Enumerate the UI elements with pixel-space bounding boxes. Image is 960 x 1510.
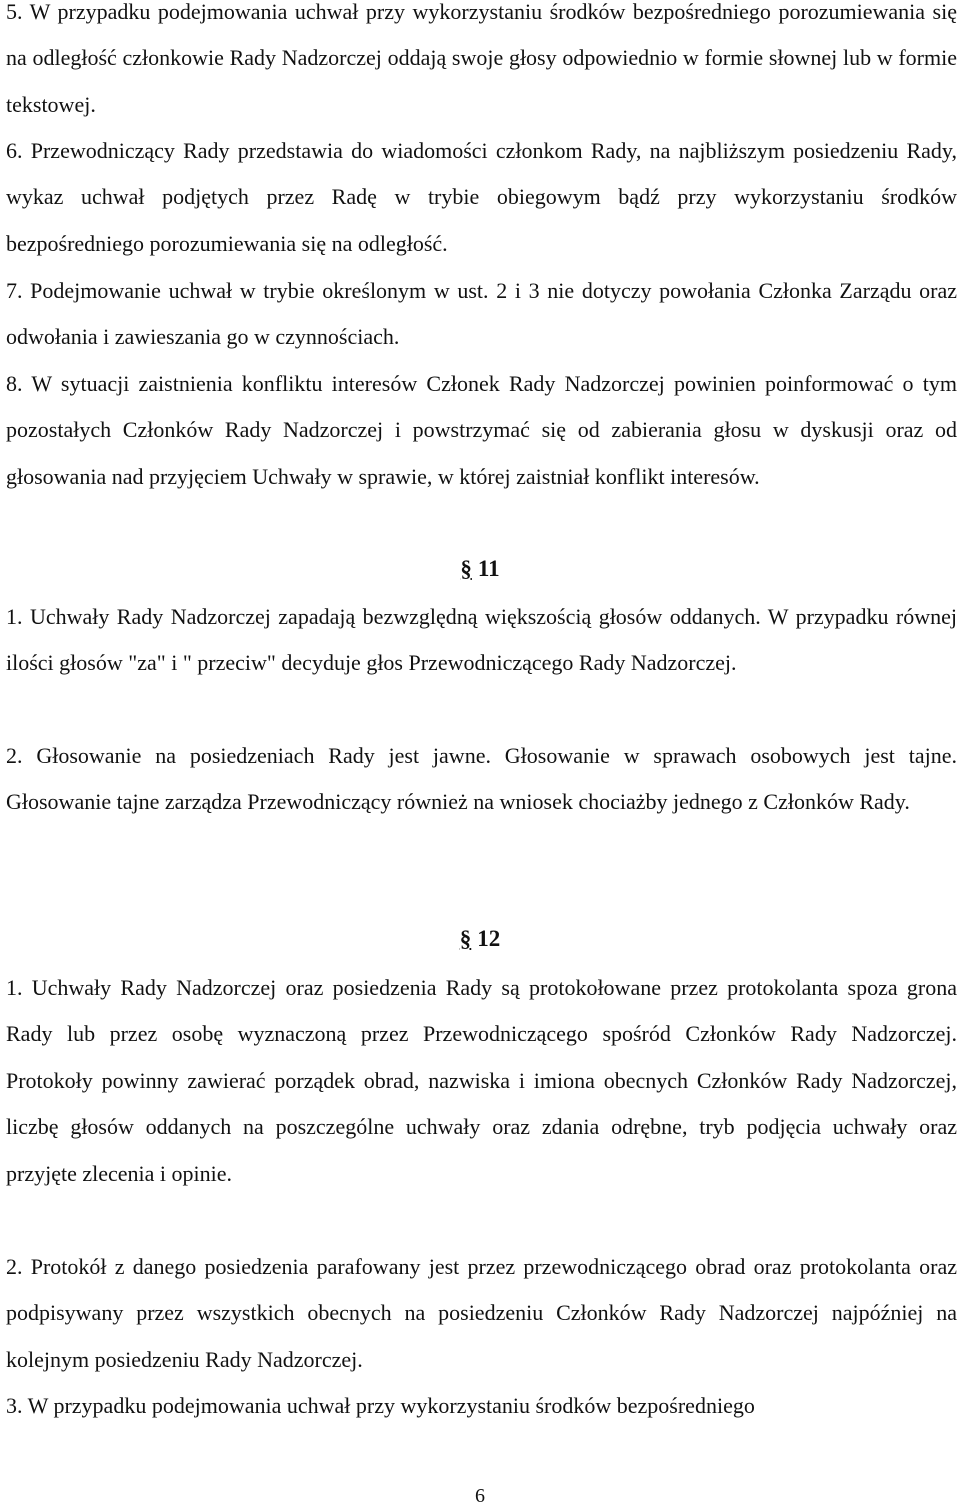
section-heading-12 [0, 926, 960, 952]
section-11-paragraph-1: 1. Uchwały Rady Nadzorczej zapadają bezwzględną większością głosów oddanych. W przypadku równej ilości głosów "za" i " przeciw" decyduje głos Przewodniczącego Rady Nadzorczej. [6, 604, 957, 676]
section-12-paragraph-1: 1. Uchwały Rady Nadzorczej oraz posiedzenia Rady są protokołowane przez protokolanta spoza grona Rady lub przez osobę wyznaczoną przez Przewodniczącego spośród Członków Rady Nadzorczej. Protokoły powinny zawierać porządek obrad, nazwiska i imiona obecnych Członków Rady Nadzorczej, liczbę głosów oddanych na poszczególne uchwały oraz zdania odrębne, tryb podjęcia uchwały oraz przyjęte zlecenia i opinie. [6, 975, 957, 1186]
section-number: 12 [477, 926, 501, 951]
section-heading-11 [0, 556, 960, 582]
page-number: 6 [475, 1485, 485, 1507]
section-number: 11 [477, 556, 500, 581]
paragraph-5: 5. W przypadku podejmowania uchwał przy wykorzystaniu środków bezpośredniego porozumiewania się na odległość członkowie Rady Nadzorczej oddają swoje głosy odpowiednio w formie słownej lub w formie tekstowej. [6, 0, 957, 117]
section-12-paragraph-2: 2. Protokół z danego posiedzenia parafowany jest przez przewodniczącego obrad oraz protokolanta oraz podpisywany przez wszystkich obecnych na posiedzeniu Członków Rady Nadzorczej najpóźniej na kolejnym posiedzeniu Rady Nadzorczej. [6, 1254, 957, 1372]
section-12-paragraph-3: 3. W przypadku podejmowania uchwał przy wykorzystaniu środków bezpośredniego [6, 1393, 755, 1418]
section-11-paragraph-2: 2. Głosowanie na posiedzeniach Rady jest jawne. Głosowanie w sprawach osobowych jest tajne. Głosowanie tajne zarządza Przewodniczący również na wniosek chociażby jednego z Członków Rady. [6, 743, 957, 815]
paragraph-6: 6. Przewodniczący Rady przedstawia do wiadomości członkom Rady, na najbliższym posiedzeniu Rady, wykaz uchwał podjętych przez Radę w trybie obiegowym bądź przy wykorzystaniu środków bezpośredniego porozumiewania się na odległość. [6, 138, 957, 256]
paragraph-7: 7. Podejmowanie uchwał w trybie określonym w ust. 2 i 3 nie dotyczy powołania Członka Zarządu oraz odwołania i zawieszania go w czynnościach. [6, 278, 957, 350]
section-symbol: § [460, 556, 472, 581]
paragraph-8: 8. W sytuacji zaistnienia konfliktu interesów Członek Rady Nadzorczej powinien poinformować o tym pozostałych Członków Rady Nadzorczej i powstrzymać się od zabierania głosu w dyskusji oraz od głosowania nad przyjęciem Uchwały w sprawie, w której zaistniał konflikt interesów. [6, 371, 957, 489]
section-symbol: § [459, 926, 472, 951]
